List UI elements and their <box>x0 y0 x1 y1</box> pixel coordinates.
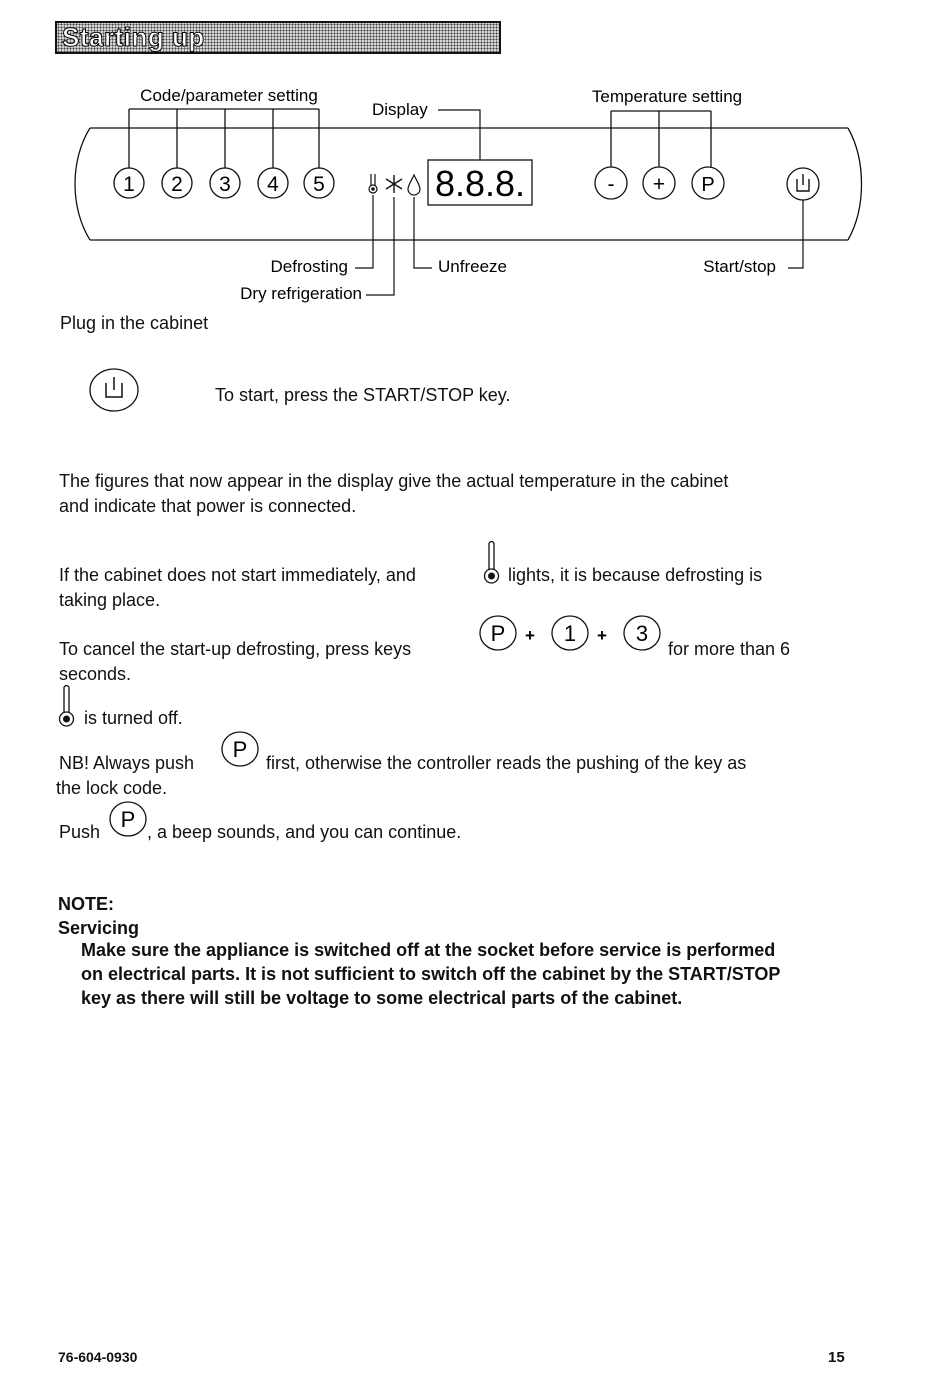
svg-text:P: P <box>490 621 506 646</box>
unfreeze-label: Unfreeze <box>438 257 507 276</box>
start-stop-label: Start/stop <box>703 257 776 276</box>
combo-1-key <box>552 616 588 650</box>
start-stop-key-illustration <box>88 366 142 414</box>
defrost-paragraph-part2: lights, it is because defrosting is <box>508 565 763 585</box>
nb-paragraph-part1: NB! Always push <box>59 753 195 773</box>
svg-text:-: - <box>607 173 615 196</box>
temperature-keys <box>595 167 724 199</box>
push-paragraph-part1: Push <box>59 822 101 842</box>
dry-refrigeration-label: Dry refrigeration <box>240 284 362 303</box>
combo-plus-1: + <box>525 626 535 645</box>
svg-text:3: 3 <box>219 173 231 196</box>
temperature-bracket <box>611 111 711 167</box>
footer-doc-number: 76-604-0930 <box>58 1349 138 1365</box>
plus-key[interactable] <box>643 167 675 199</box>
svg-text:3: 3 <box>635 621 649 646</box>
display-leader <box>438 110 480 160</box>
display-readout: 8.8.8. <box>434 163 526 204</box>
defrosting-leader <box>355 195 373 268</box>
plug-in-text: Plug in the cabinet <box>60 313 209 333</box>
note-line-1: Make sure the appliance is switched off at the socket before service is performed <box>81 940 776 960</box>
key-1[interactable] <box>114 168 144 198</box>
defrost-indicator-icon <box>369 174 377 193</box>
svg-text:+: + <box>652 173 666 196</box>
svg-text:1: 1 <box>123 173 135 196</box>
combo-p-key <box>480 616 516 650</box>
key-4[interactable] <box>258 168 288 198</box>
key-5[interactable] <box>304 168 334 198</box>
footer-page-number: 15 <box>828 1349 845 1366</box>
dry-refrigeration-leader <box>366 197 394 295</box>
nb-paragraph-part2: first, otherwise the controller reads the pushing of the key as <box>266 753 747 773</box>
note-line-2: on electrical parts. It is not sufficient to switch off the cabinet by the START/STOP <box>81 964 781 984</box>
unfreeze-leader <box>414 197 432 268</box>
key-2[interactable] <box>162 168 192 198</box>
push-paragraph-part2: , a beep sounds, and you can continue. <box>147 822 462 842</box>
defrost-paragraph-line2: taking place. <box>59 590 161 610</box>
minus-key[interactable] <box>595 167 627 199</box>
droplet-icon <box>408 175 420 195</box>
cancel-paragraph-part1: To cancel the start-up defrosting, press keys <box>59 639 412 659</box>
nb-p-key-icon <box>220 730 262 770</box>
control-panel-diagram <box>0 0 950 320</box>
p-key[interactable] <box>692 167 724 199</box>
display-paragraph-line2: and indicate that power is connected. <box>59 496 357 516</box>
svg-text:2: 2 <box>171 173 183 196</box>
defrost-thermometer-icon <box>480 540 504 586</box>
display-label: Display <box>372 100 428 119</box>
note-line-3: key as there will still be voltage to some electrical parts of the cabinet. <box>81 988 683 1008</box>
push-p-key-icon <box>108 800 150 840</box>
note-subheading: Servicing <box>58 918 140 938</box>
display-paragraph-line1: The figures that now appear in the display give the actual temperature in the cabinet <box>59 471 729 491</box>
nb-paragraph-line2: the lock code. <box>56 778 168 798</box>
combo-plus-2: + <box>597 626 607 645</box>
svg-text:P: P <box>120 807 136 832</box>
combo-3-key <box>624 616 660 650</box>
cancel-key-combo <box>476 612 666 656</box>
number-keys <box>114 168 334 198</box>
start-stop-leader <box>788 200 803 268</box>
start-instruction: To start, press the START/STOP key. <box>215 385 511 405</box>
turned-off-thermometer-icon <box>56 684 80 728</box>
defrost-paragraph-part1: If the cabinet does not start immediately, and <box>59 565 416 585</box>
temperature-label: Temperature setting <box>591 87 743 106</box>
code-param-bracket <box>129 109 319 168</box>
cancel-paragraph-line2: seconds. <box>59 664 132 684</box>
svg-text:5: 5 <box>313 173 325 196</box>
svg-text:4: 4 <box>267 173 279 196</box>
code-param-label: Code/parameter setting <box>140 86 318 105</box>
start-stop-key[interactable] <box>787 168 819 200</box>
note-heading: NOTE: <box>58 894 114 914</box>
key-3[interactable] <box>210 168 240 198</box>
cancel-paragraph-part2: for more than 6 <box>668 639 791 659</box>
turned-off-text: is turned off. <box>84 708 183 728</box>
defrosting-label: Defrosting <box>270 257 348 276</box>
svg-text:1: 1 <box>563 621 577 646</box>
svg-text:P: P <box>701 174 715 196</box>
svg-text:P: P <box>232 737 248 762</box>
section-title: Starting up <box>62 22 205 52</box>
snowflake-icon <box>386 175 402 193</box>
